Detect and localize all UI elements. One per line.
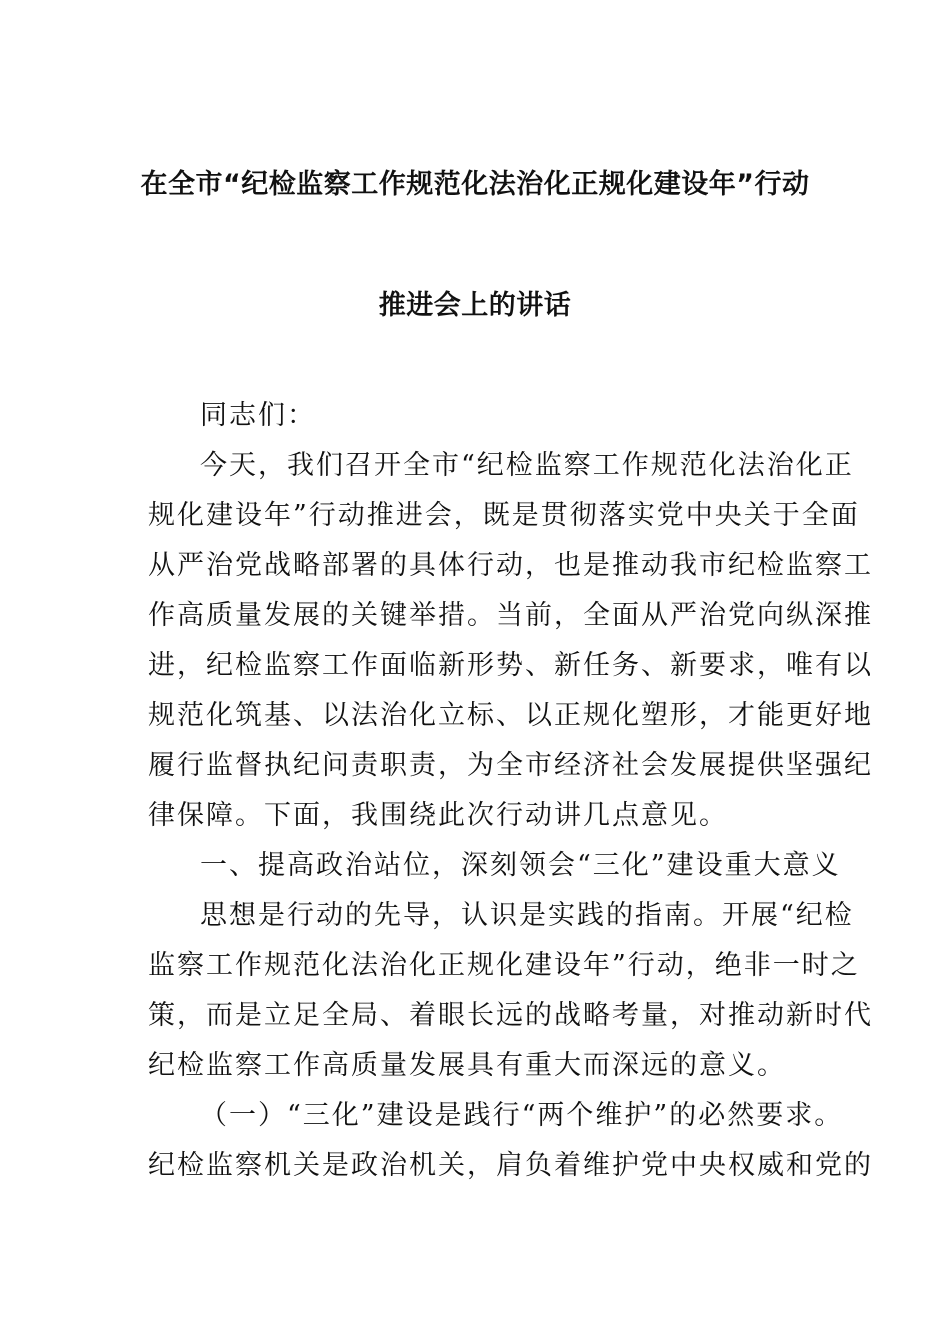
paragraph-line: 规范化筑基、以法治化立标、以正规化塑形，才能更好地 [148,700,873,731]
subsection-heading: （一）“三化”建设是践行“两个维护”的必然要求。 [200,1100,844,1131]
paragraph-line: 履行监督执纪问责职责，为全市经济社会发展提供坚强纪 [148,750,873,781]
paragraph-line: 纪检监察机关是政治机关，肩负着维护党中央权威和党的 [148,1150,873,1181]
paragraph-line: 作高质量发展的关键举措。当前，全面从严治党向纵深推 [148,600,873,631]
paragraph-line: 思想是行动的先导，认识是实践的指南。开展“纪检 [200,900,854,931]
salutation: 同志们： [200,400,316,431]
paragraph-line: 策，而是立足全局、着眼长远的战略考量，对推动新时代 [148,1000,873,1031]
document-title-line-2: 推进会上的讲话 [378,290,572,321]
paragraph-line: 律保障。下面，我围绕此次行动讲几点意见。 [148,800,728,831]
paragraph-line: 监察工作规范化法治化正规化建设年”行动，绝非一时之 [148,950,860,981]
paragraph-line: 今天，我们召开全市“纪检监察工作规范化法治化正 [200,450,854,481]
paragraph-line: 纪检监察工作高质量发展具有重大而深远的意义。 [148,1050,786,1081]
document-title-line-1: 在全市“纪检监察工作规范化法治化正规化建设年”行动 [140,169,810,200]
paragraph-line: 从严治党战略部署的具体行动，也是推动我市纪检监察工 [148,550,873,581]
paragraph-line: 进，纪检监察工作面临新形势、新任务、新要求，唯有以 [148,650,873,681]
paragraph-line: 规化建设年”行动推进会，既是贯彻落实党中央关于全面 [148,500,860,531]
section-heading: 一、提高政治站位，深刻领会“三化”建设重大意义 [200,850,841,881]
